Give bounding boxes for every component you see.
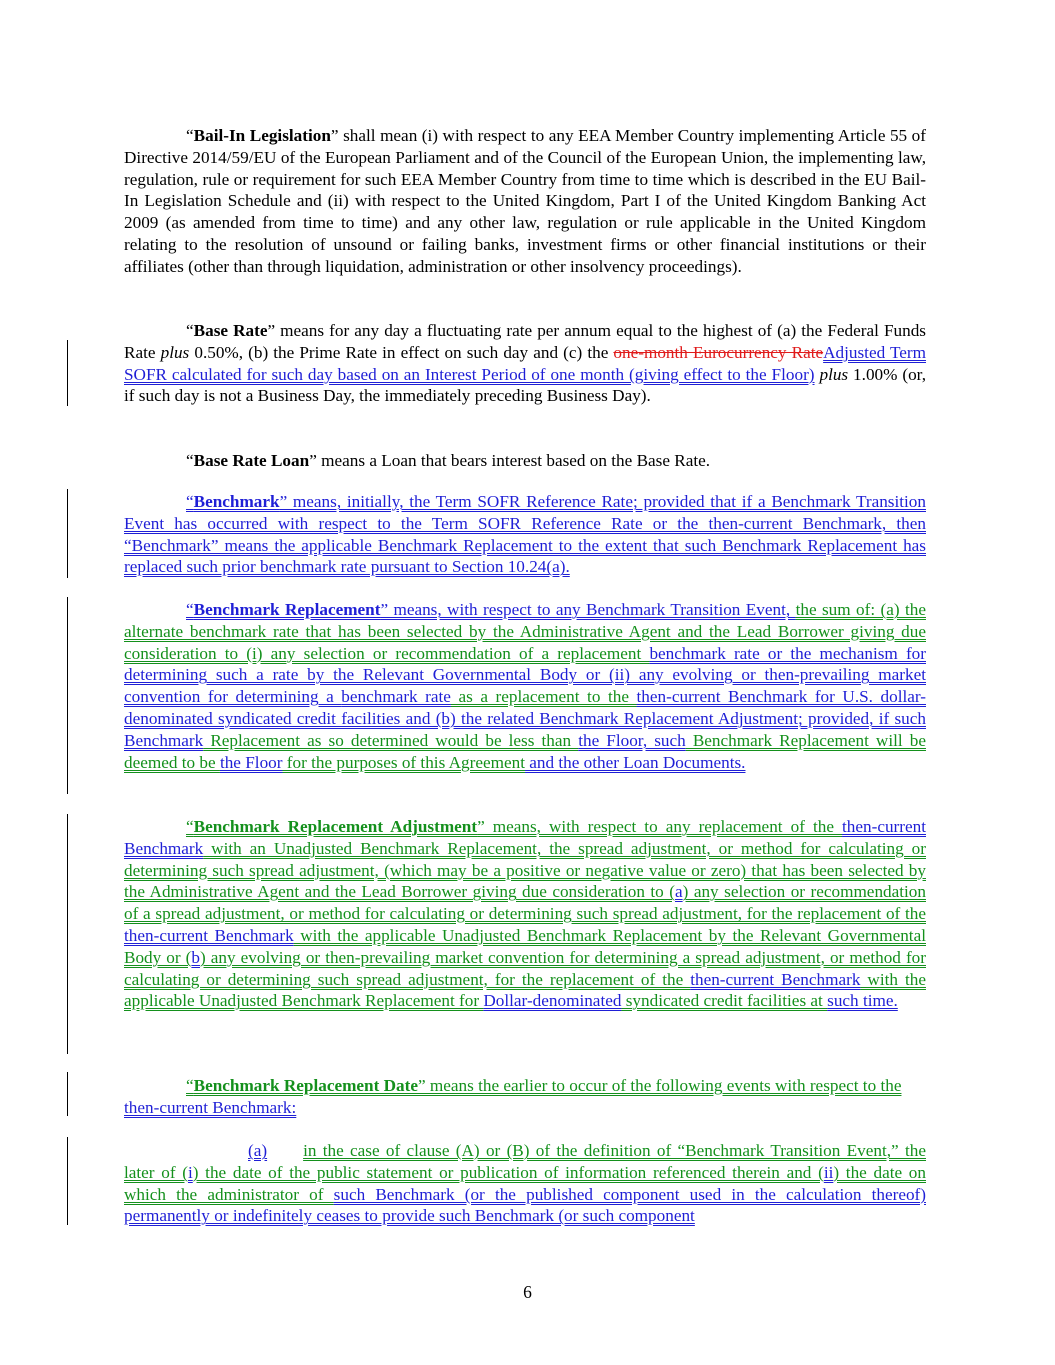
- definition-bail-in-legislation: “Bail-In Legislation” shall mean (i) with respect to any EEA Member Country implementing Article 55 of Directive 2014/59/EU of the European Parliament and of the Council of the European Union, the implementing law, regulation, rule or requirement for such EEA Member Country from time to time which is described in the EU Bail-In Legislation Schedule and (ii) with respect to the United Kingdom, Part I of the United Kingdom Banking Act 2009 (as amended from time to time) and any other law, regulation or rule applicable in the United Kingdom relating to the resolution of unsound or failing banks, investment firms or other financial institutions or their affiliates (other than through liquidation, administration or other insolvency proceedings).: [124, 126, 926, 276]
- change-bar: [67, 1072, 68, 1116]
- change-bar: [67, 1137, 68, 1225]
- page-number: 6: [523, 1282, 532, 1302]
- definition-benchmark-replacement: “Benchmark Replacement” means, with respect to any Benchmark Transition Event, the sum of: (a) the alternate benchmark rate that has been selected by the Administrative Agent and the Lead Borrower giving due consideration to (i) any selection or recommendation of a replacement benchmark rate or the mechanism for determining such a rate by the Relevant Governmental Body or (ii) any evolving or then-prevailing market convention for determining a benchmark rate as a replacement to the then-current Benchmark for U.S. dollar-denominated syndicated credit facilities and (b) the related Benchmark Replacement Adjustment; provided, if such Benchmark Replacement as so determined would be less than the Floor, such Benchmark Replacement will be deemed to be the Floor for the purposes of this Agreement and the other Loan Documents.: [124, 600, 926, 772]
- defined-term: Benchmark Replacement Date: [193, 1076, 418, 1095]
- definition-base-rate: “Base Rate” means for any day a fluctuating rate per annum equal to the highest of (a) the Federal Funds Rate plus 0.50%, (b) the Prime Rate in effect on such day and (c) the one-month Eurocurrency RateAdjusted Term SOFR calculated for such day based on an Interest Period of one month (giving effect to the Floor) plus 1.00% (or, if such day is not a Business Day, the immediately preceding Business Day).: [124, 321, 927, 406]
- change-bar: [67, 340, 68, 406]
- defined-term: Benchmark Replacement: [193, 600, 381, 619]
- clause-a: (a) in the case of clause (A) or (B) of the definition of “Benchmark Transition Event,” the later of (i) the date of the public statement or publication of information referenced therein and (ii) the date on which the administrator of such Benchmark (or the published component used in the calculation thereof) permanently or indefinitely ceases to provide such Benchmark (or such component: [124, 1141, 926, 1226]
- defined-term: Base Rate: [193, 321, 268, 340]
- change-bar: [67, 814, 68, 1054]
- defined-term: Bail-In Legislation: [193, 126, 331, 145]
- defined-term: Benchmark: [193, 492, 280, 511]
- defined-term: Base Rate Loan: [193, 451, 310, 470]
- clause-label: (a): [248, 1141, 268, 1160]
- definition-benchmark-replacement-adjustment: “Benchmark Replacement Adjustment” means, with respect to any replacement of the then-current Benchmark with an Unadjusted Benchmark Replacement, the spread adjustment, or method for calculating or determining such spread adjustment, (which may be a positive or negative value or zero) that has been selected by the Administrative Agent and the Lead Borrower giving due consideration to (a) any selection or recommendation of a spread adjustment, or method for calculating or determining such spread adjustment, for the replacement of the then-current Benchmark with the applicable Unadjusted Benchmark Replacement by the Relevant Governmental Body or (b) any evolving or then-prevailing market convention for determining a spread adjustment, or method for calculating or determining such spread adjustment, for the replacement of the then-current Benchmark with the applicable Unadjusted Benchmark Replacement for Dollar-denominated syndicated credit facilities at such time.: [124, 817, 926, 1011]
- change-bar: [67, 597, 68, 794]
- defined-term: Benchmark Replacement Adjustment: [193, 817, 478, 836]
- definition-base-rate-loan: “Base Rate Loan” means a Loan that bears interest based on the Base Rate.: [186, 451, 711, 470]
- deleted-text: one-month Eurocurrency Rate: [613, 342, 824, 362]
- inserted-text: Adjusted Term SOFR calculated for such day based on an Interest Period of one month (giving effect to the Floor): [124, 342, 926, 384]
- change-bar: [67, 489, 68, 578]
- definition-benchmark-replacement-date: “Benchmark Replacement Date” means the earlier to occur of the following events with respect to the then-current Benchmark:: [124, 1076, 902, 1117]
- definition-benchmark: “Benchmark” means, initially, the Term SOFR Reference Rate; provided that if a Benchmark Transition Event has occurred with respect to the Term SOFR Reference Rate or the then-current Benchmark, then “Benchmark” means the applicable Benchmark Replacement to the extent that such Benchmark Replacement has replaced such prior benchmark rate pursuant to Section 10.24(a).: [124, 492, 926, 577]
